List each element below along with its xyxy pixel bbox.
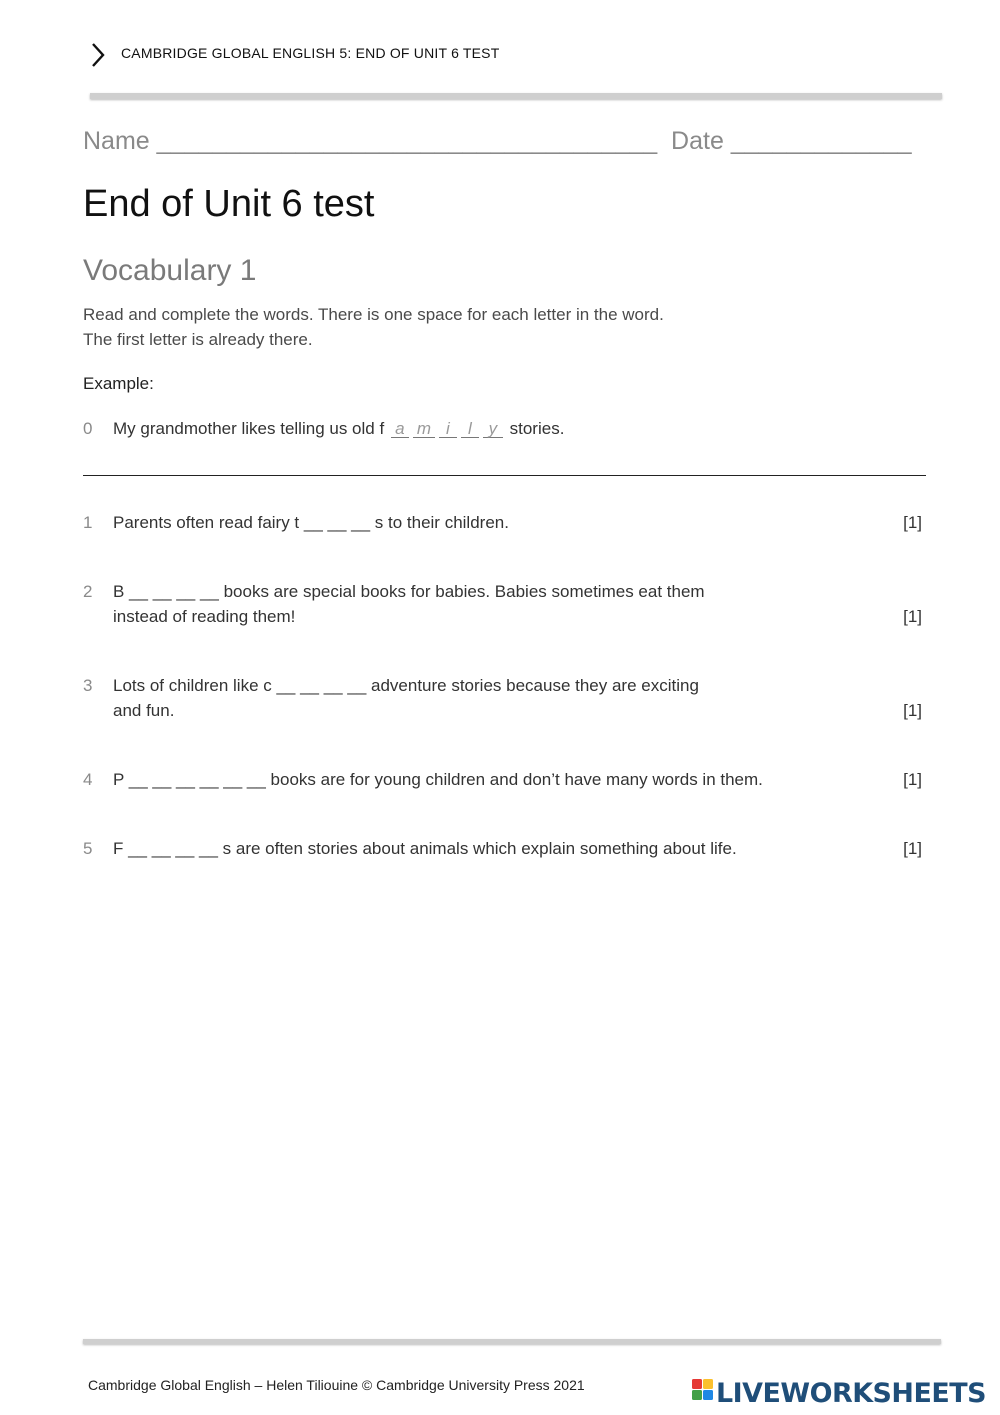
example-letter: l (461, 421, 479, 438)
example-text-before: My grandmother likes telling us old f (113, 419, 389, 438)
top-divider (90, 93, 942, 99)
question-text-continued: and fun. (113, 701, 175, 720)
instruction-line: The first letter is already there. (83, 330, 313, 349)
question-mark: [1] (903, 770, 922, 789)
question-text-continued: instead of reading them! (113, 607, 296, 626)
question-text: P __ __ __ __ __ __ books are for young children and don’t have many words in them. (113, 770, 763, 789)
footer-copyright: Cambridge Global English – Helen Tiliouine © Cambridge University Press 2021 (88, 1377, 585, 1393)
question-number: 2 (83, 582, 93, 601)
name-date-line: Name ____________________________________ Date _____________ (83, 127, 912, 155)
logo-text: LIVEWORKSHEETS (716, 1378, 986, 1407)
question-mark: [1] (903, 701, 922, 720)
question-mark: [1] (903, 607, 922, 626)
question-number: 5 (83, 839, 93, 858)
bottom-divider (83, 1339, 941, 1344)
example-number: 0 (83, 419, 93, 438)
liveworksheets-logo (690, 1373, 990, 1407)
question-text: F __ __ __ __ s are often stories about animals which explain something about life. (113, 839, 737, 858)
section-title: Vocabulary 1 (83, 254, 257, 287)
question-number: 1 (83, 513, 93, 532)
example-label: Example: (83, 374, 154, 393)
question-text: Parents often read fairy t __ __ __ s to their children. (113, 513, 509, 532)
example-letter: i (439, 421, 457, 438)
chevron-right-icon (86, 40, 110, 70)
example-text-after: stories. (504, 419, 565, 438)
question-number: 3 (83, 676, 93, 695)
question-text: Lots of children like c __ __ __ __ adventure stories because they are exciting (113, 676, 699, 695)
section-divider (83, 475, 926, 476)
question-mark: [1] (903, 513, 922, 532)
example-letter: m (413, 421, 435, 438)
example-letter: y (483, 421, 503, 438)
question-mark: [1] (903, 839, 922, 858)
question-text: B __ __ __ __ books are special books for babies. Babies sometimes eat them (113, 582, 705, 601)
example-sentence (113, 419, 564, 439)
logo-blocks-icon (692, 1379, 713, 1400)
question-number: 4 (83, 770, 93, 789)
instruction-line: Read and complete the words. There is one space for each letter in the word. (83, 305, 664, 324)
example-letter: a (391, 421, 409, 438)
page-title: End of Unit 6 test (83, 183, 375, 225)
running-header: CAMBRIDGE GLOBAL ENGLISH 5: END OF UNIT 6 TEST (121, 45, 500, 61)
